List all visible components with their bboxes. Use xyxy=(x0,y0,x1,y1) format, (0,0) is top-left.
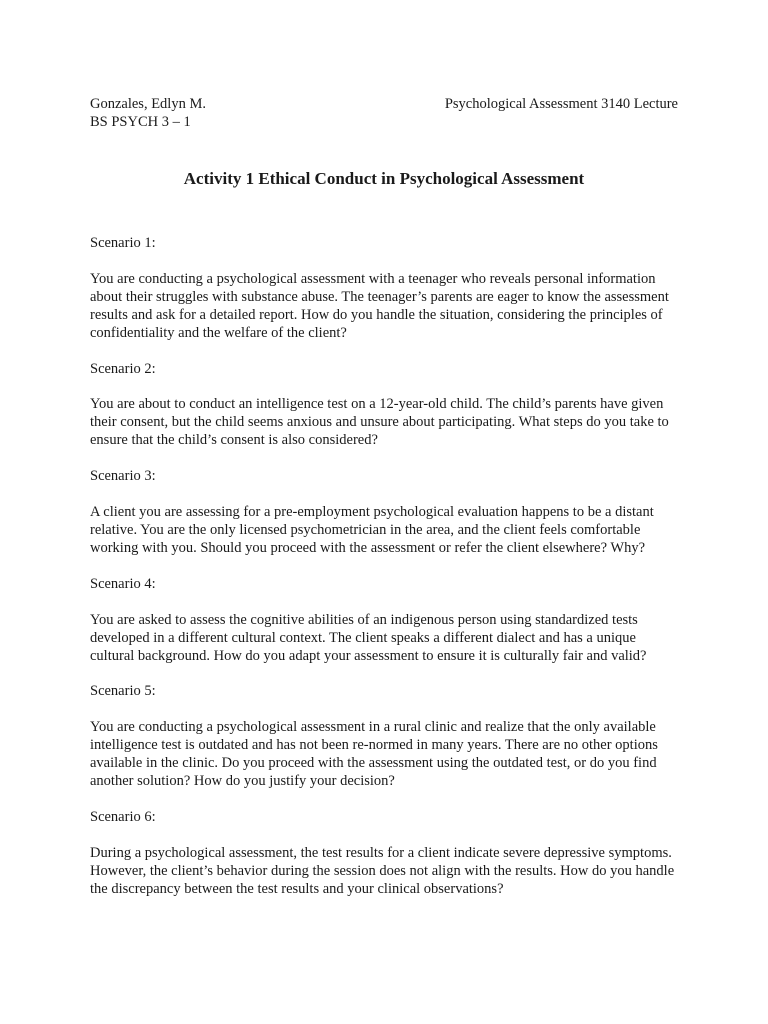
activity-title: Activity 1 Ethical Conduct in Psychological Assessment xyxy=(183,169,585,188)
scenario-label: Scenario 4: xyxy=(90,575,156,592)
document-header xyxy=(90,95,678,131)
scenario-text: You are asked to assess the cognitive abilities of an indigenous person using standardized tests developed in a different cultural context. The client speaks a different dialect and has a unique cultural background. How do you adapt your assessment to ensure it is culturally fair and valid? xyxy=(90,611,647,664)
document-body xyxy=(90,235,680,917)
scenario-1 xyxy=(90,235,680,343)
student-section: BS PSYCH 3 – 1 xyxy=(90,114,191,130)
scenario-label: Scenario 1: xyxy=(90,235,156,251)
header-row-bottom xyxy=(90,113,678,131)
scenario-6 xyxy=(90,809,680,899)
scenario-label: Scenario 5: xyxy=(90,683,156,700)
scenario-label: Scenario 2: xyxy=(90,360,156,377)
scenario-3 xyxy=(90,468,680,558)
scenario-text: You are about to conduct an intelligence test on a 12-year-old child. The child’s parents have given their consent, but the child seems anxious and unsure about participating. What steps do you take to ensure that the child’s consent is also considered? xyxy=(90,396,669,449)
scenario-text: You are conducting a psychological assessment with a teenager who reveals personal information about their struggles with substance abuse. The teenager’s parents are eager to know the assessment results and ask for a detailed report. How do you handle the situation, considering the principles of confidentiality and the welfare of the client? xyxy=(90,270,669,341)
course-title: Psychological Assessment 3140 Lecture xyxy=(444,96,678,112)
student-name: Gonzales, Edlyn M. xyxy=(90,96,206,112)
scenario-text: You are conducting a psychological assessment in a rural clinic and realize that the only available intelligence test is outdated and has not been re-normed in many years. There are no other options available in the clinic. Do you proceed with the assessment using the outdated test, or do you find another solution? How do you justify your decision? xyxy=(90,719,658,790)
scenario-2 xyxy=(90,361,680,451)
scenario-5 xyxy=(90,683,680,791)
scenario-label: Scenario 6: xyxy=(90,808,156,825)
scenario-4 xyxy=(90,576,680,666)
scenario-text: A client you are assessing for a pre-employment psychological evaluation happens to be a distant relative. You are the only licensed psychometrician in the area, and the client feels comfortable working with you. Should you proceed with the assessment or refer the client elsewhere? Why? xyxy=(90,504,654,556)
scenario-text: During a psychological assessment, the test results for a client indicate severe depressive symptoms. However, the client’s behavior during the session does not align with the results. How do you handle the discrepancy between the test results and your clinical observations? xyxy=(90,844,675,897)
scenario-label: Scenario 3: xyxy=(90,468,156,485)
header-row-top xyxy=(90,95,678,113)
